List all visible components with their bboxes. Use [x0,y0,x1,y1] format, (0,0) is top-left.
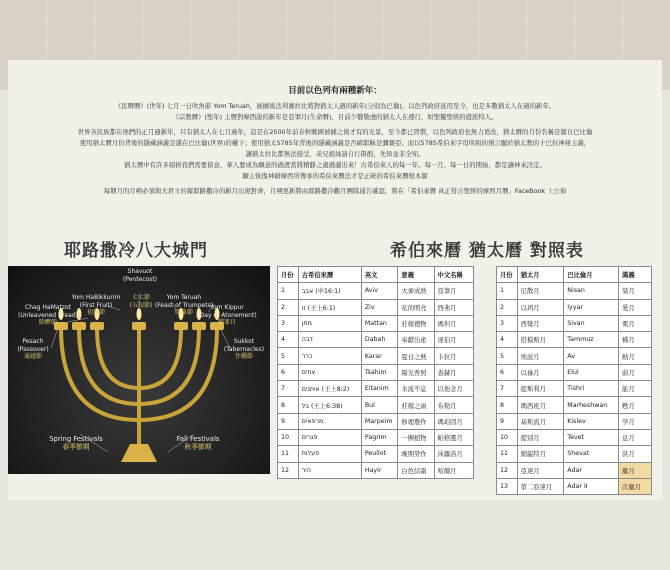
col-header: 意義 [398,267,434,283]
table-cell: 水流不息 [398,381,434,397]
table-cell: Av [564,348,619,364]
intro-line: 每個月的月朔必須與大君王的報耶路撒冷的新月出現對齊，月朔更新將由耶路撒冷觀月團隊通告確認，將在「希伯來曆 真正符合聖經的摩西月曆」FaceBook 上公佈 [103,187,567,195]
jewish-calendar-table [496,266,652,495]
table-cell: 修理農作 [398,413,434,429]
table-cell: כרר [298,348,361,364]
table-cell: פעלות [298,446,361,462]
table-cell: 亞達月 [517,462,564,478]
table-cell: Tsahim [361,364,398,380]
table-cell: היר [298,462,361,478]
col-header: 月份 [497,267,518,283]
table-cell: 晚期勞作 [398,446,434,462]
table-cell: 熱月 [619,348,652,364]
label-spring-festivals: Spring Festivals 春季節期 [49,435,103,451]
table-row [278,413,474,429]
table-cell: 11 [278,446,299,462]
table-cell: אבב (申16:1) [298,283,361,299]
table-cell: 以珥月 [517,299,564,315]
table-row [278,348,474,364]
table-row [497,332,652,348]
table-cell: Dabah [361,332,398,348]
table-row [497,446,652,462]
table-cell: 1 [497,283,518,299]
table-cell: Marheshwan [564,397,619,413]
table-cell: 12 [497,462,518,478]
table-cell: מרפאים [298,413,361,429]
table-row [497,348,652,364]
table-cell: 能月 [619,381,652,397]
table-cell: Aviv [361,283,398,299]
intro-line: 讓猶太拉比都無法接受，弟兄姐妹請自行斟酌，先知並非全知。 [245,150,425,158]
table-cell: 基斯流月 [517,413,564,429]
label-fall-festivals: Fall Festivals 秋季節期 [176,435,220,451]
table-cell: Pagrim [361,429,398,445]
table-cell: 莊稼之雨 [398,397,434,413]
table-cell: 查赫月 [434,364,473,380]
table-cell: 沛蘿洛月 [434,446,473,462]
table-cell: 9 [497,413,518,429]
table-cell: 甦月 [619,397,652,413]
table-cell: 11 [497,446,518,462]
table-row [278,283,474,299]
col-header: 英文 [361,267,398,283]
section-title-calendar: 希伯來曆 猶太曆 對照表 [390,241,584,261]
table-cell: 愛月 [619,299,652,315]
col-header: 巴比倫月 [564,267,619,283]
table-cell: 花的明亮 [398,299,434,315]
table-cell: Shevat [564,446,619,462]
table-cell: 瑪西班月 [517,397,564,413]
table-cell: זו (王上6:1) [298,299,361,315]
table-cell: 奉獻出產 [398,332,434,348]
table-cell: 4 [278,332,299,348]
table-cell: Adar II [564,478,619,494]
table-cell: 帕格靈月 [434,429,473,445]
table-cell: 埃波月 [517,348,564,364]
table-cell: 亞筆月 [434,283,473,299]
table-cell: 3 [278,315,299,331]
table-cell: 7 [497,381,518,397]
intro-line: 《民曆曆》(世年) 七月一日吹角節 Yom Teruah，被擄後法利賽拉比將對猶太人過的新年(分別為巴倫)，以色列政府延用至今，也是多數猶太人在過的新年。 [114,102,556,110]
table-cell: בל (王上6:38) [298,397,361,413]
table-cell: 提斯利月 [517,381,564,397]
col-header: 月份 [278,267,299,283]
table-cell: 布勒月 [434,397,473,413]
menorah-illustration [8,266,270,474]
table-cell: צחים [298,364,361,380]
intro-line: 使用猶太曆月份背後的隱藏涵義是還在巴比倫(世界)的權下；使用猶太5785年背後的隱藏涵義是否確耶穌是彌賽亞；而以5785希伯來字母所組的預言顯於猶太教的十巴拉神秘主義， [79,139,591,147]
table-row [278,462,474,478]
table-cell: 2 [497,299,518,315]
table-cell: Mattan [361,315,398,331]
intro-heading: 目前以色列有兩種新年： [288,86,382,96]
table-cell: 9 [278,413,299,429]
table-row [497,462,652,478]
col-header: 古希伯來曆 [298,267,361,283]
table-cell: Kislev [564,413,619,429]
label-qi-qi-jie: 七七節 (五旬節) [129,294,153,309]
intro-text [20,86,650,197]
table-row [497,413,652,429]
table-cell: 12 [278,462,299,478]
col-header: 漢義 [619,267,652,283]
intro-line: 《宗教曆》(聖年) 主曆對摩西說的新年是亞筆月(生命曆)，目前少數敬虔的猶太人在遵行，如聖獨聖經的遊派特人。 [172,113,498,121]
table-header-row [497,267,652,283]
table-cell: 白色結霜 [398,462,434,478]
table-cell: Hayir [361,462,398,478]
table-row [497,315,652,331]
table-cell: 8 [278,397,299,413]
table-cell: 瑪坦月 [434,315,473,331]
intro-line: 世界各民族都在他們的正月過新年，只有猶太人在七月過年，這是在2500年前春秋戰國被擄之後才有的光景，至今都已習慣，以色列政府也無力更改，猶太曆的月份名稱是源自巴比倫 [77,128,593,136]
intro-line: 願主恢復神藉摩西所傳承的希伯來曆法才是正統的希伯來曆根本源 [242,172,428,180]
table-cell: 細罷特月 [517,446,564,462]
label-shavuot: Shavuot (Pentecost) [122,268,158,283]
col-header: 猶太月 [517,267,564,283]
table-cell: 榮月 [619,283,652,299]
table-cell: 10 [278,429,299,445]
table-cell: 尼散月 [517,283,564,299]
table-row [278,315,474,331]
label-pesach: Pesach (Passover) 逾越節 [17,338,49,360]
table-row [497,283,652,299]
table-cell: 西彎月 [517,315,564,331]
table-cell: Peullot [361,446,398,462]
label-yom-teruah: Yom Teruah (Feast of Trumpets) 吹角節 [154,294,214,316]
table-cell: 洪月 [619,446,652,462]
table-cell: 莊稼禮物 [398,315,434,331]
table-cell: Eitanim [361,381,398,397]
table-row [278,299,474,315]
table-cell: 栗月 [619,315,652,331]
table-cell: 6 [497,364,518,380]
table-cell: 提別月 [517,429,564,445]
hebrew-calendar-table [277,266,474,479]
label-chag-hamatzot: Chag HaMatzot (Unleavened Bread) 除酵節 [18,304,78,326]
table-header-row [278,267,474,283]
label-sukkot: Sukkot (Tabernacles) 住棚節 [223,338,265,360]
table-cell: 搭模斯月 [517,332,564,348]
table-cell: 孕月 [619,413,652,429]
table-cell: 麋月 [619,462,652,478]
table-cell: 3 [497,315,518,331]
table-cell: 以祿月 [517,364,564,380]
table-row [497,478,652,494]
table-cell: 卡拉月 [434,348,473,364]
table-cell: 哈爾月 [434,462,473,478]
table-cell: Bul [361,397,398,413]
table-cell: Iyyar [564,299,619,315]
table-cell: מתן [298,315,361,331]
table-cell: 次麋月 [619,478,652,494]
table-row [497,429,652,445]
table-cell: 10 [497,429,518,445]
table-cell: 陽光普照 [398,364,434,380]
table-row [278,332,474,348]
table-cell: Ziv [361,299,398,315]
table-cell: 種月 [619,332,652,348]
table-cell: 大麥成熟 [398,283,434,299]
table-cell: דבה [298,332,361,348]
table-row [278,397,474,413]
table-cell: 7 [278,381,299,397]
label-yom-kippur: Yom Kippur (Day of Atonement) 贖罪日 [197,304,257,326]
table-cell: Elul [564,364,619,380]
table-cell: 第二亞達月 [517,478,564,494]
table-cell: Tammuz [564,332,619,348]
col-header: 中文名稱 [434,267,473,283]
table-cell: Tevet [564,429,619,445]
table-cell: איתנים (王上8:2) [298,381,361,397]
table-cell: 蔚月 [619,364,652,380]
table-cell: 達伯月 [434,332,473,348]
section-title-gates: 耶路撒冷八大城門 [64,241,208,261]
intro-line: 猶太曆中有許多紹拼我們需要留意，華人要成為願意的過渡當將精靜之處過濾出來！古希伯來人的每一年、每一月、每一日的開始，都是讓神來決定。 [124,161,546,169]
table-row [278,446,474,462]
table-cell: 以他念月 [434,381,473,397]
table-row [497,397,652,413]
table-cell: 西弗月 [434,299,473,315]
table-cell: Sivan [564,315,619,331]
table-cell: Marpeim [361,413,398,429]
table-cell: 夏日之熱 [398,348,434,364]
table-cell: 5 [497,348,518,364]
table-cell: Karar [361,348,398,364]
table-cell: 2 [278,299,299,315]
table-cell: Tishri [564,381,619,397]
table-cell: 1 [278,283,299,299]
label-yom-habikkurim: Yom HaBikkurim (First Fruit) 初熟節 [71,294,121,316]
table-cell: 6 [278,364,299,380]
table-cell: Nisan [564,283,619,299]
table-row [497,381,652,397]
table-cell: 13 [497,478,518,494]
table-cell: פגרים [298,429,361,445]
table-row [278,381,474,397]
table-cell: 一團植物 [398,429,434,445]
table-cell: 8 [497,397,518,413]
table-row [497,299,652,315]
table-cell: 5 [278,348,299,364]
table-row [497,364,652,380]
table-cell: 息月 [619,429,652,445]
table-row [278,364,474,380]
table-cell: 瑪珀因月 [434,413,473,429]
table-cell: 4 [497,332,518,348]
table-row [278,429,474,445]
table-cell: Adar [564,462,619,478]
